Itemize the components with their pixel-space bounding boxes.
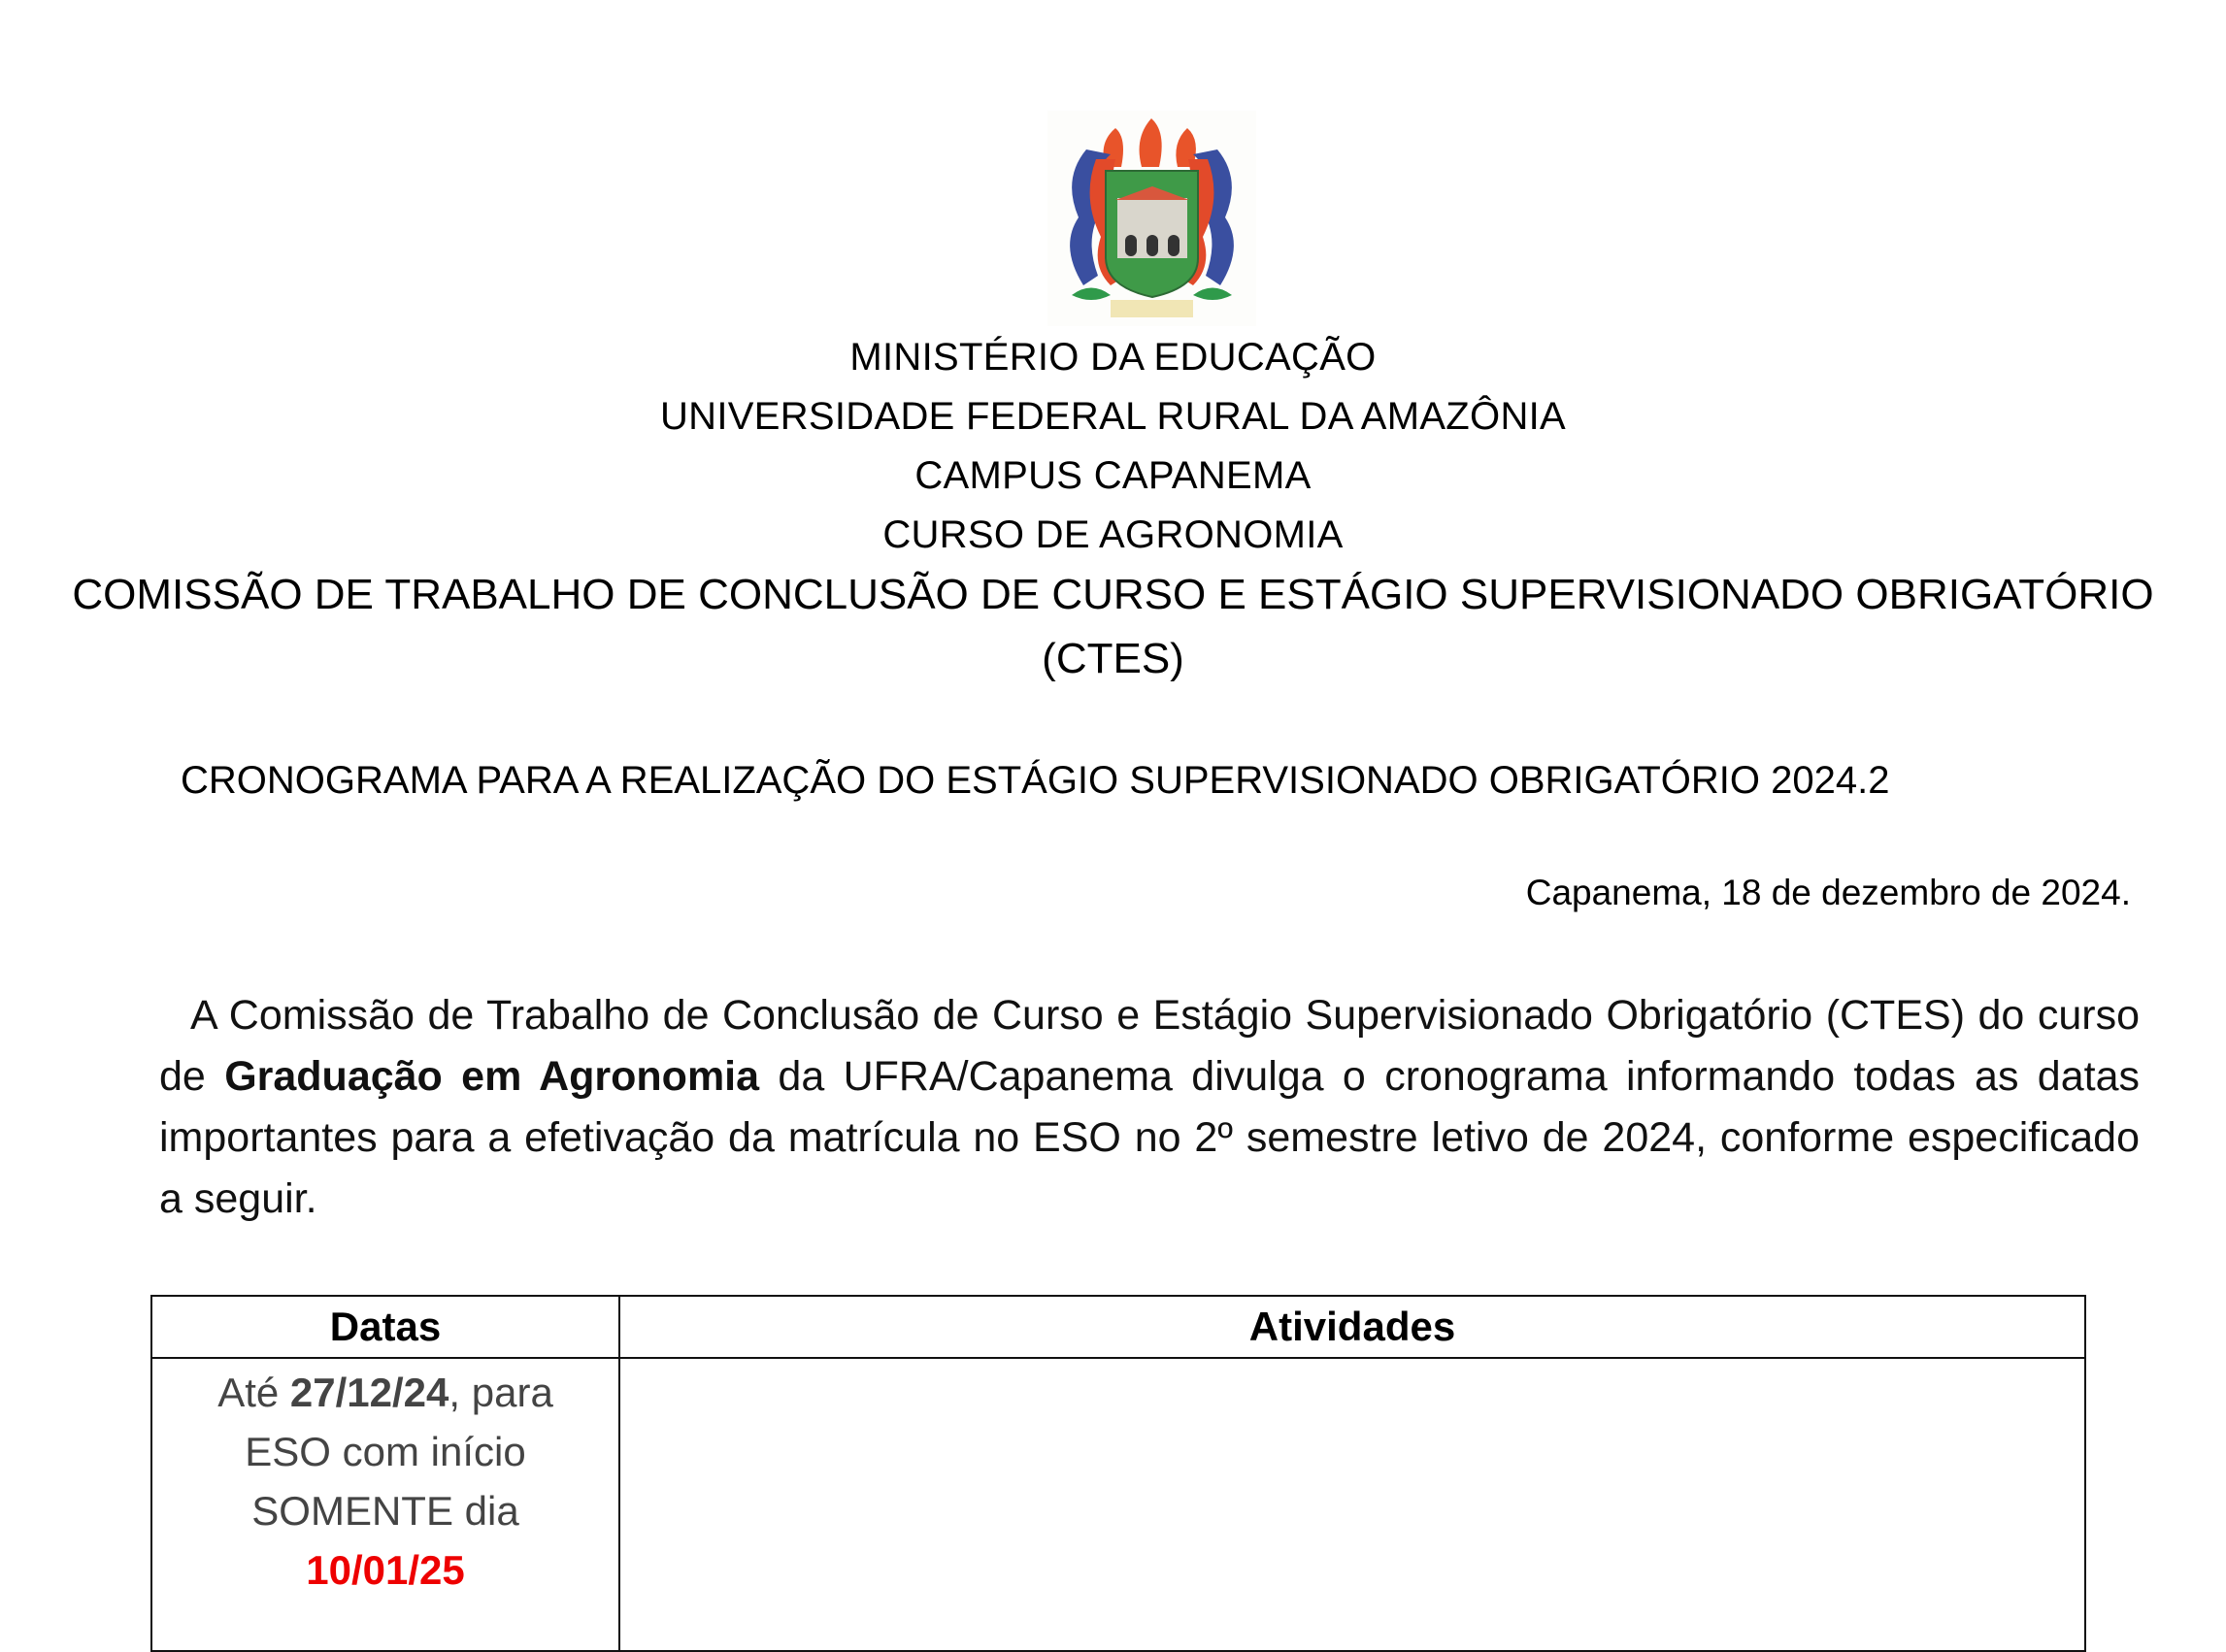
header-atividades: Atividades <box>619 1296 2085 1358</box>
table-header-row <box>151 1296 2085 1358</box>
date-prefix: Até <box>217 1370 290 1415</box>
intro-course-name: Graduação em Agronomia <box>224 1053 760 1100</box>
header-line-ministry: MINISTÉRIO DA EDUCAÇÃO <box>849 336 1377 379</box>
date-line: Capanema, 18 de dezembro de 2024. <box>1525 873 2131 912</box>
commission-acronym: (CTES) <box>1042 635 1184 682</box>
schedule-table <box>150 1295 2086 1652</box>
header-line-course: CURSO DE AGRONOMIA <box>882 513 1344 556</box>
commission-title: COMISSÃO DE TRABALHO DE CONCLUSÃO DE CURSO E ESTÁGIO SUPERVISIONADO OBRIGATÓRIO <box>72 571 2154 618</box>
header-datas: Datas <box>151 1296 619 1358</box>
document-title: CRONOGRAMA PARA A REALIZAÇÃO DO ESTÁGIO SUPERVISIONADO OBRIGATÓRIO 2024.2 <box>181 759 1890 802</box>
table-row <box>151 1358 2085 1651</box>
date-line-2: ESO com início <box>245 1429 526 1474</box>
activity-cell <box>619 1358 2085 1651</box>
date-deadline: 27/12/24 <box>289 1370 449 1415</box>
date-line-1 <box>152 1363 618 1422</box>
ufra-coat-of-arms-logo <box>1047 111 1256 326</box>
header-line-campus: CAMPUS CAPANEMA <box>914 454 1312 497</box>
intro-text-1: A Comissão de Trabalho de Conclusão de Curso e Estágio Supervisionado Obrigatório (CTES) do curso de <box>159 992 2140 1100</box>
header-line-university: UNIVERSIDADE FEDERAL RURAL DA AMAZÔNIA <box>659 395 1567 438</box>
intro-paragraph <box>159 985 2140 1230</box>
date-suffix: , para <box>449 1370 553 1415</box>
date-cell <box>151 1358 619 1651</box>
intro-text-2: da UFRA/Capanema divulga o cronograma informando todas as datas importantes para a efetivação da matrícula no ESO no 2º semestre letivo de 2024, conforme especificado a seguir. <box>159 1053 2140 1222</box>
date-start-red: 10/01/25 <box>306 1547 465 1593</box>
date-line-3: SOMENTE dia <box>251 1488 519 1534</box>
